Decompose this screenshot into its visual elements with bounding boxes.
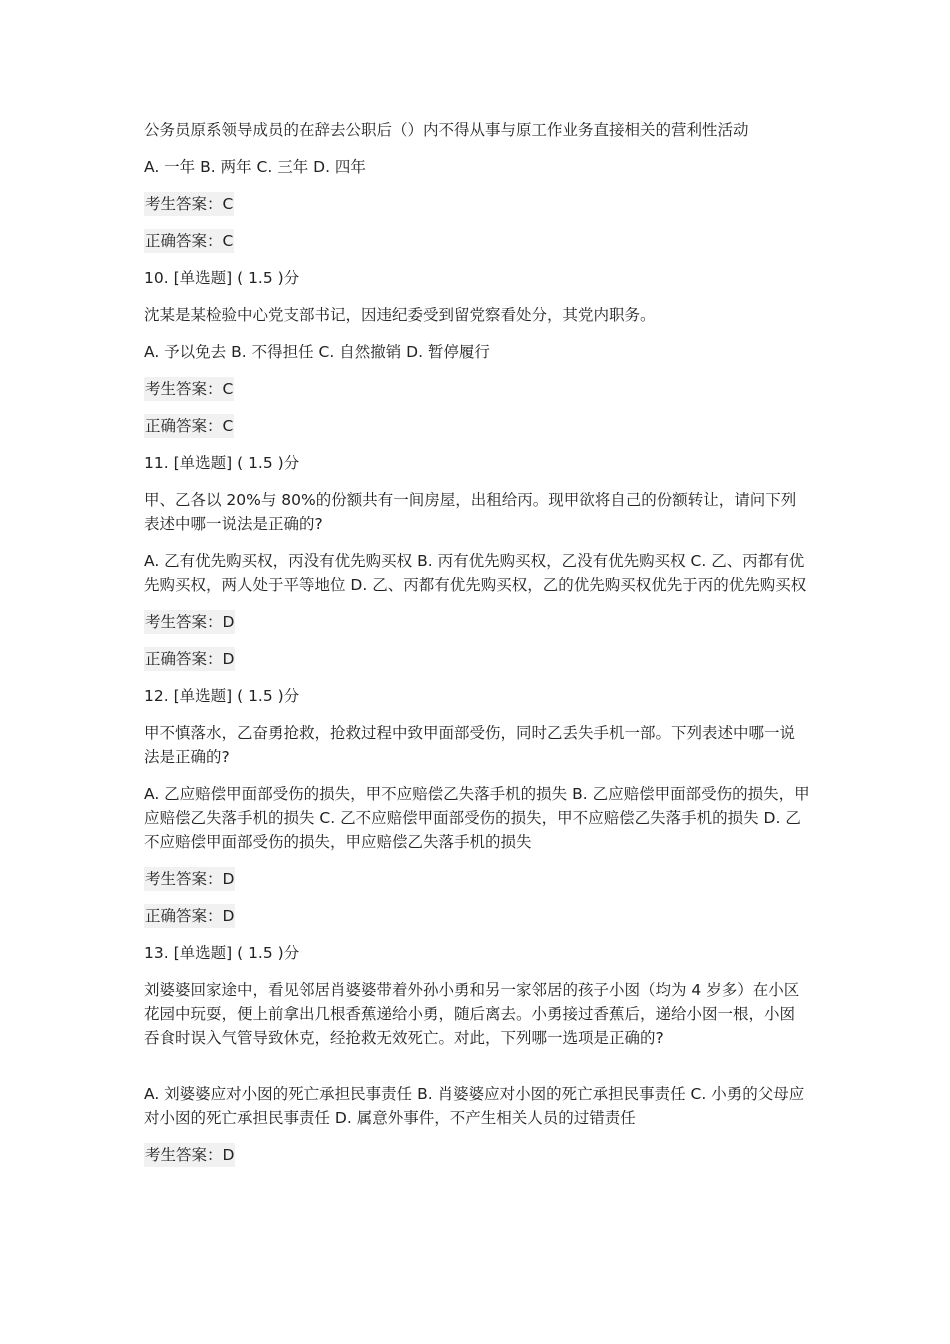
q10-correct-answer: 正确答案：C xyxy=(144,414,234,438)
q9-correct-answer: 正确答案：C xyxy=(144,229,234,253)
q12-header: 12. [单选题] ( 1.5 )分 xyxy=(144,687,300,705)
q9-question-text: 公务员原系领导成员的在辞去公职后（）内不得从事与原工作业务直接相关的营利性活动 xyxy=(144,121,749,139)
q9-student-answer: 考生答案：C xyxy=(144,192,234,216)
q11-question-text: 甲、乙各以 20%与 80%的份额共有一间房屋，出租给丙。现甲欲将自己的份额转让，请问下列表述中哪一说法是正确的? xyxy=(144,491,797,533)
q13-header: 13. [单选题] ( 1.5 )分 xyxy=(144,944,300,962)
q9-options: A. 一年 B. 两年 C. 三年 D. 四年 xyxy=(144,158,366,176)
q12-student-answer: 考生答案：D xyxy=(144,867,235,891)
q10-header: 10. [单选题] ( 1.5 )分 xyxy=(144,269,300,287)
q12-correct-answer: 正确答案：D xyxy=(144,904,235,928)
q10-student-answer-row xyxy=(144,377,810,401)
q12-options: A. 乙应赔偿甲面部受伤的损失，甲不应赔偿乙失落手机的损失 B. 乙应赔偿甲面部受伤的损失，甲应赔偿乙失落手机的损失 C. 乙不应赔偿甲面部受伤的损失，甲不应赔偿乙失落手机的损失 D. 乙不应赔偿甲面部受伤的损失，甲应赔偿乙失落手机的损失 xyxy=(144,785,810,851)
q13-student-answer-row xyxy=(144,1143,810,1167)
q10-student-answer: 考生答案：C xyxy=(144,377,234,401)
q9-student-answer-row xyxy=(144,192,810,216)
q12-question-text: 甲不慎落水，乙奋勇抢救，抢救过程中致甲面部受伤，同时乙丢失手机一部。下列表述中哪一说法是正确的? xyxy=(144,724,796,766)
q10-question-text: 沈某是某检验中心党支部书记，因违纪委受到留党察看处分，其党内职务。 xyxy=(144,306,656,324)
q11-correct-answer-row xyxy=(144,647,810,671)
q10-options: A. 予以免去 B. 不得担任 C. 自然撤销 D. 暂停履行 xyxy=(144,343,490,361)
q11-options: A. 乙有优先购买权，丙没有优先购买权 B. 丙有优先购买权，乙没有优先购买权 C. 乙、丙都有优先购买权，两人处于平等地位 D. 乙、丙都有优先购买权，乙的优先购买权优先于丙的优先购买权 xyxy=(144,552,807,594)
q11-student-answer-row xyxy=(144,610,810,634)
q11-header: 11. [单选题] ( 1.5 )分 xyxy=(144,454,300,472)
document-page xyxy=(144,118,810,1180)
q12-correct-answer-row xyxy=(144,904,810,928)
q13-question-text: 刘婆婆回家途中，看见邻居肖婆婆带着外孙小勇和另一家邻居的孩子小囡（均为 4 岁多）在小区花园中玩耍，便上前拿出几根香蕉递给小勇，随后离去。小勇接过香蕉后，递给小囡一根，小囡吞食时误入气管导致休克，经抢救无效死亡。对此，下列哪一选项是正确的? xyxy=(144,981,800,1047)
q12-student-answer-row xyxy=(144,867,810,891)
q11-student-answer: 考生答案：D xyxy=(144,610,235,634)
q11-correct-answer: 正确答案：D xyxy=(144,647,235,671)
q10-correct-answer-row xyxy=(144,414,810,438)
q13-options: A. 刘婆婆应对小囡的死亡承担民事责任 B. 肖婆婆应对小囡的死亡承担民事责任 C. 小勇的父母应对小囡的死亡承担民事责任 D. 属意外事件，不产生相关人员的过错责任 xyxy=(144,1085,805,1127)
q9-correct-answer-row xyxy=(144,229,810,253)
q13-student-answer: 考生答案：D xyxy=(144,1143,235,1167)
